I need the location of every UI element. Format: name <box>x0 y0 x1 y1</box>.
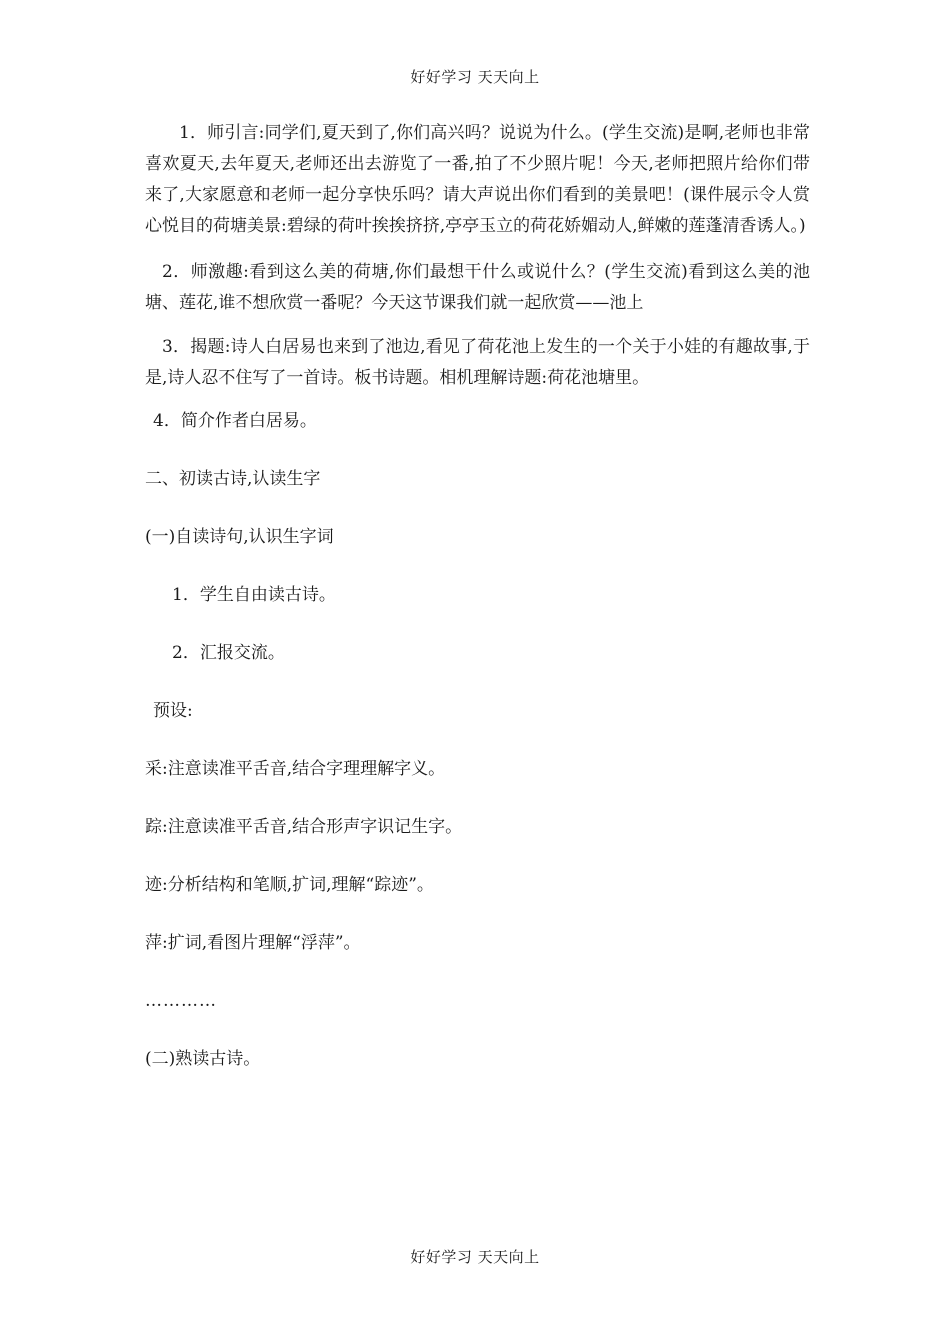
document-body <box>145 118 810 1075</box>
character-note-cai: 采:注意读准平舌音,结合字理理解字义。 <box>145 759 446 779</box>
subsection-heading-2: (二)熟读古诗。 <box>145 1049 261 1069</box>
paragraph-motivate: 2．师激趣:看到这么美的荷塘,你们最想干什么或说什么？(学生交流)看到这么美的池塘、莲花,谁不想欣赏一番呢？今天这节课我们就一起欣赏——池上 <box>145 262 810 313</box>
paragraph-reveal-title: 3．揭题:诗人白居易也来到了池边,看见了荷花池上发生的一个关于小娃的有趣故事,于是,诗人忍不住写了一首诗。板书诗题。相机理解诗题:荷花池塘里。 <box>145 337 810 388</box>
list-item-2: 2．汇报交流。 <box>172 643 285 663</box>
preset-label: 预设: <box>153 701 193 721</box>
character-note-ping: 萍:扩词,看图片理解“浮萍”。 <box>145 933 361 953</box>
paragraph-author-intro: 4．简介作者白居易。 <box>153 411 317 431</box>
subsection-heading-1: (一)自读诗句,认识生字词 <box>145 527 334 547</box>
ellipsis: ………… <box>145 991 217 1011</box>
page-header: 好好学习 天天向上 <box>410 68 540 86</box>
paragraph-intro-teacher: 1．师引言:同学们,夏天到了,你们高兴吗？说说为什么。(学生交流)是啊,老师也非常喜欢夏天,去年夏天,老师还出去游览了一番,拍了不少照片呢！今天,老师把照片给你们带来了,大家愿意和老师一起分享快乐吗？请大声说出你们看到的美景吧！(课件展示令人赏心悦目的荷塘美景:碧绿的荷叶挨挨挤挤,亭亭玉立的荷花娇媚动人,鲜嫩的莲蓬清香诱人。) <box>145 123 810 236</box>
section-heading-2: 二、初读古诗,认读生字 <box>145 469 321 489</box>
page-footer: 好好学习 天天向上 <box>410 1248 540 1266</box>
list-item-1: 1．学生自由读古诗。 <box>172 585 336 605</box>
character-note-zong: 踪:注意读准平舌音,结合形声字识记生字。 <box>145 817 463 837</box>
character-note-ji: 迹:分析结构和笔顺,扩词,理解“踪迹”。 <box>145 875 434 895</box>
